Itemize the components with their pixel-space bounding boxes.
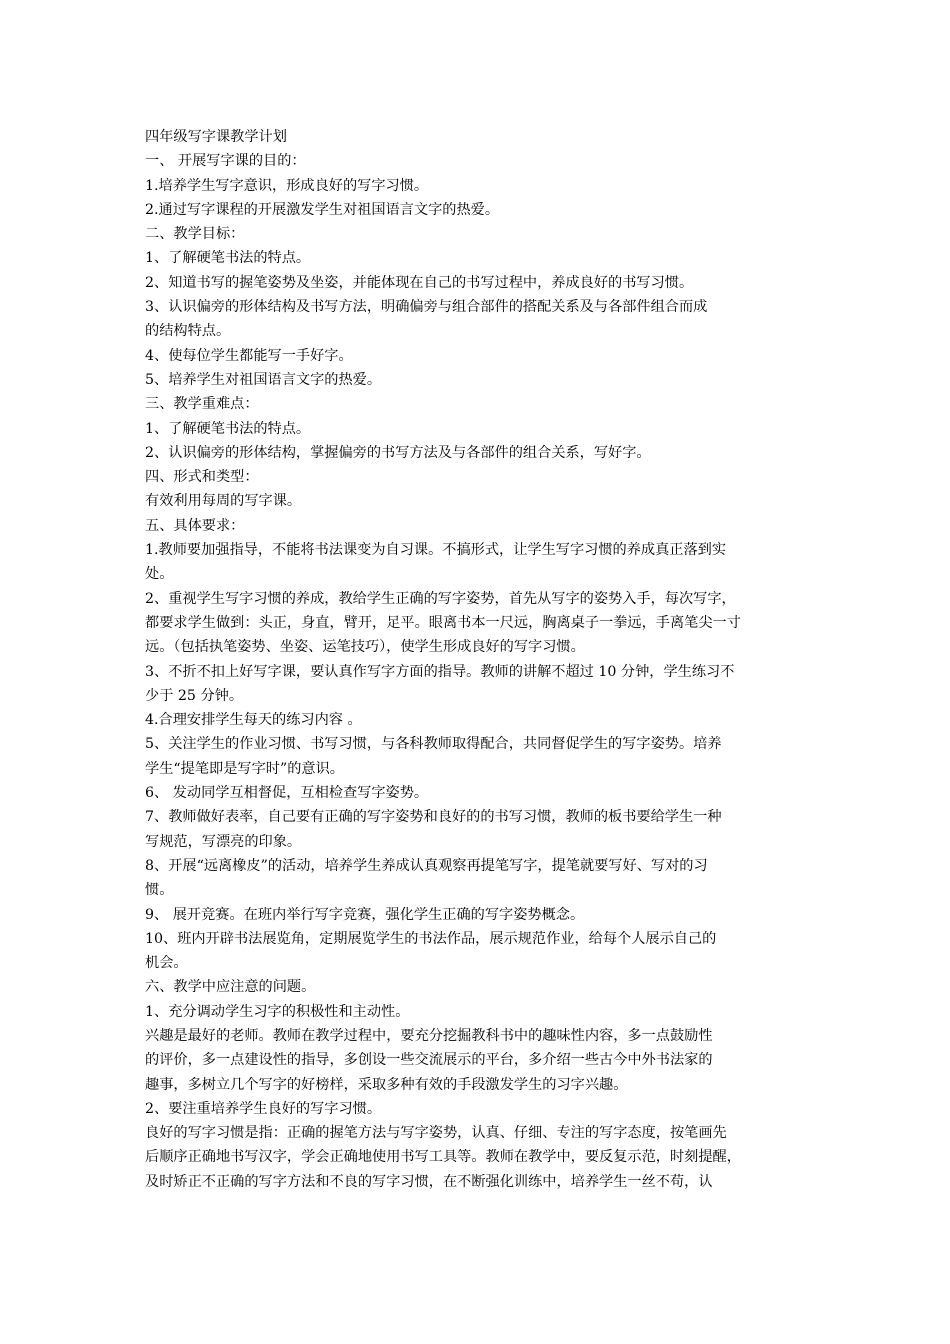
- text-line: 5、关注学生的作业习惯、书写习惯，与各科教师取得配合，共同督促学生的写字姿势。培养: [145, 736, 722, 753]
- document-page: [145, 125, 815, 1194]
- text-line: 1、了解硬笔书法的特点。: [145, 420, 311, 437]
- section-heading: 三、教学重难点：: [145, 396, 259, 413]
- text-line: 学生“提笔即是写字时”的意识。: [145, 760, 344, 777]
- text-line: 都要求学生做到：头正，身直，臂开，足平。眼离书本一尺远，胸离桌子一拳远，手离笔尖一寸: [145, 614, 741, 631]
- text-line: 2、重视学生写字习惯的养成，教给学生正确的写字姿势，首先从写字的姿势入手，每次写字，: [145, 590, 736, 607]
- text-line: 1、了解硬笔书法的特点。: [145, 250, 311, 267]
- section-heading: 二、教学目标：: [145, 226, 245, 243]
- text-line: 10、班内开辟书法展览角，定期展览学生的书法作品，展示规范作业，给每个人展示自己的: [145, 930, 717, 947]
- text-line: 1.培养学生写字意识，形成良好的写字习惯。: [145, 177, 429, 194]
- text-line: 7、教师做好表率，自己要有正确的写字姿势和良好的的书写习惯，教师的板书要给学生一种: [145, 809, 722, 826]
- text-line: 及时矫正不正确的写字方法和不良的写字习惯，在不断强化训练中，培养学生一丝不苟，认: [145, 1173, 713, 1190]
- text-line: 少于 25 分钟。: [145, 687, 244, 704]
- text-line: 4、使每位学生都能写一手好字。: [145, 347, 353, 364]
- text-line: 兴趣是最好的老师。教师在教学过程中，要充分挖掘教科书中的趣味性内容，多一点鼓励性: [145, 1027, 713, 1044]
- text-line: 机会。: [145, 955, 188, 972]
- text-line: 2、要注重培养学生良好的写字习惯。: [145, 1100, 382, 1117]
- text-line: 4.合理安排学生每天的练习内容 。: [145, 712, 362, 729]
- section-heading: 四、形式和类型：: [145, 469, 259, 486]
- document-title: 四年级写字课教学计划: [145, 129, 287, 145]
- section-heading: 六、教学中应注意的问题。: [145, 979, 316, 996]
- text-line: 5、培养学生对祖国语言文字的热爱。: [145, 371, 382, 388]
- text-line: 写规范，写漂亮的印象。: [145, 833, 302, 850]
- text-line: 3、认识偏旁的形体结构及书写方法，明确偏旁与组合部件的搭配关系及与各部件组合而成: [145, 299, 708, 316]
- text-line: 9、 展开竞赛。在班内举行写字竞赛，强化学生正确的写字姿势概念。: [145, 906, 585, 923]
- text-line: 1.教师要加强指导，不能将书法课变为自习课。不搞形式，让学生写字习惯的养成真正落到实: [145, 542, 727, 559]
- text-line: 良好的写字习惯是指：正确的握笔方法与写字姿势，认真、仔细、专注的写字态度，按笔画先: [145, 1125, 727, 1142]
- text-line: 3、不折不扣上好写字课，要认真作写字方面的指导。教师的讲解不超过 10 分钟，学生练习不: [145, 663, 735, 680]
- text-line: 2.通过写字课程的开展激发学生对祖国语言文字的热爱。: [145, 201, 500, 218]
- text-line: 有效利用每周的写字课。: [145, 493, 302, 510]
- text-line: 1、充分调动学生习字的积极性和主动性。: [145, 1003, 410, 1020]
- text-line: 处。: [145, 566, 174, 583]
- text-line: 惯。: [145, 882, 174, 899]
- text-line: 的结构特点。: [145, 323, 231, 340]
- text-line: 远。（包括执笔姿势、坐姿、运笔技巧），使学生形成良好的写字习惯。: [145, 639, 585, 656]
- text-line: 的评价，多一点建设性的指导，多创设一些交流展示的平台，多介绍一些古今中外书法家的: [145, 1052, 713, 1069]
- text-line: 2、认识偏旁的形体结构，掌握偏旁的书写方法及与各部件的组合关系，写好字。: [145, 444, 651, 461]
- section-heading: 五、具体要求：: [145, 517, 245, 534]
- text-line: 后顺序正确地书写汉字，学会正确地使用书写工具等。教师在教学中，要反复示范，时刻提醒，: [145, 1149, 741, 1166]
- text-line: 趣事，多树立几个写字的好榜样，采取多种有效的手段激发学生的习字兴趣。: [145, 1076, 628, 1093]
- text-line: 6、 发动同学互相督促，互相检查写字姿势。: [145, 785, 429, 802]
- text-line: 2、知道书写的握笔姿势及坐姿，并能体现在自己的书写过程中，养成良好的书写习惯。: [145, 274, 694, 291]
- section-heading: 一、 开展写字课的目的：: [145, 153, 306, 170]
- text-line: 8、开展“远离橡皮”的活动，培养学生养成认真观察再提笔写字，提笔就要写好、写对的习: [145, 857, 708, 874]
